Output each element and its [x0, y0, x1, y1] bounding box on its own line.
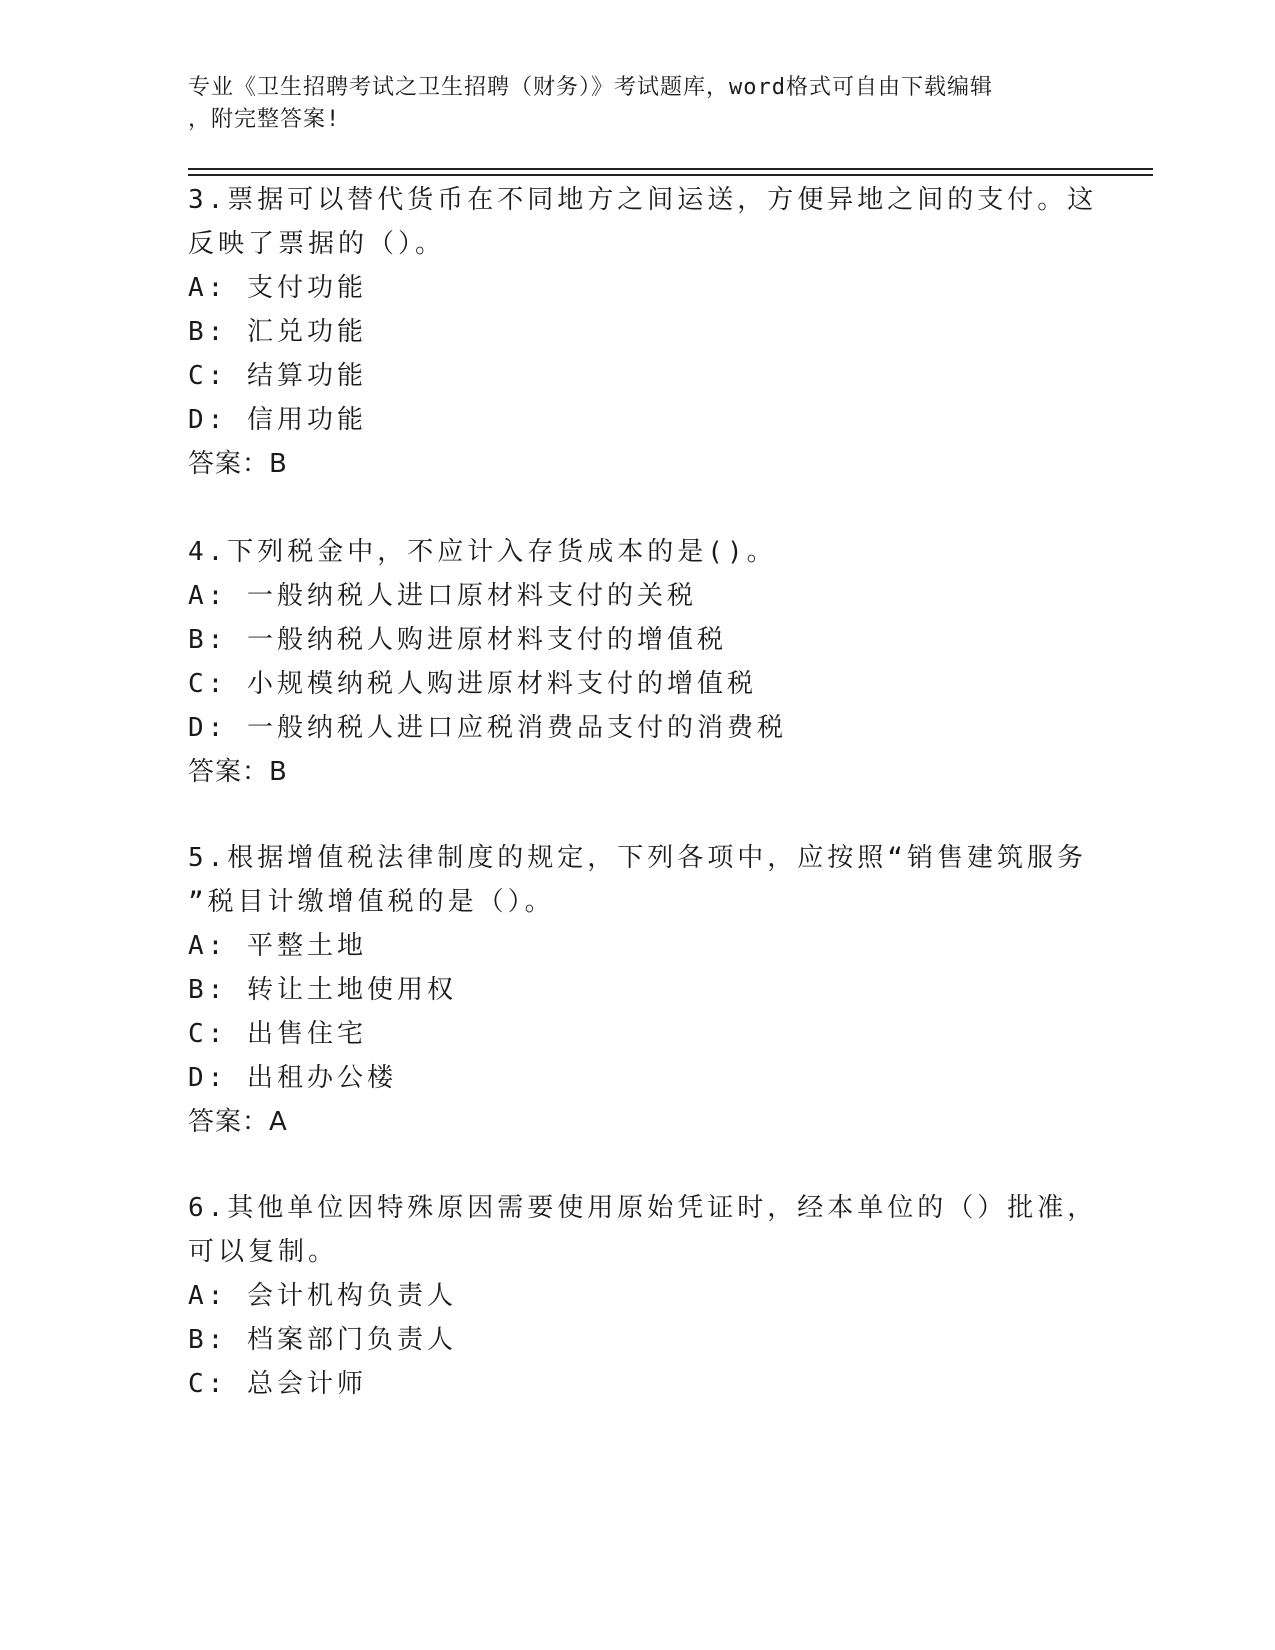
question-4-stem-line-1: 4.下列税金中，不应计入存货成本的是()。	[188, 537, 777, 567]
question-6-stem-line-2: 可以复制。	[188, 1237, 339, 1267]
question-4-option-b: B: 一般纳税人购进原材料支付的增值税	[188, 625, 727, 655]
question-3-answer: 答案：B	[188, 449, 288, 479]
question-5-stem-line-2: ”税目计缴增值税的是（）。	[188, 887, 555, 917]
question-6-stem-line-1: 6.其他单位因特殊原因需要使用原始凭证时，经本单位的（）批准，	[188, 1193, 1098, 1223]
document-header-line-2: ，附完整答案!	[188, 107, 341, 132]
question-5-option-b: B: 转让土地使用权	[188, 975, 457, 1005]
question-6-option-c: C: 总会计师	[188, 1369, 367, 1399]
question-3-option-c: C: 结算功能	[188, 361, 367, 391]
document-header-line-1: 专业《卫生招聘考试之卫生招聘（财务）》考试题库，word格式可自由下载编辑	[188, 75, 993, 100]
question-3-option-a: A: 支付功能	[188, 273, 367, 303]
question-5-answer: 答案：A	[188, 1107, 288, 1137]
question-3-option-d: D: 信用功能	[188, 405, 367, 435]
header-rule-bottom	[188, 174, 1153, 176]
question-3-option-b: B: 汇兑功能	[188, 317, 367, 347]
header-rule-top	[188, 168, 1153, 170]
question-4-option-d: D: 一般纳税人进口应税消费品支付的消费税	[188, 713, 787, 743]
question-6-option-a: A: 会计机构负责人	[188, 1281, 457, 1311]
question-4-option-c: C: 小规模纳税人购进原材料支付的增值税	[188, 669, 757, 699]
question-5-option-c: C: 出售住宅	[188, 1019, 367, 1049]
question-5-stem-line-1: 5.根据增值税法律制度的规定，下列各项中，应按照“销售建筑服务	[188, 843, 1087, 873]
question-3-stem-line-2: 反映了票据的（）。	[188, 229, 446, 259]
question-4-answer: 答案：B	[188, 757, 288, 787]
question-4-option-a: A: 一般纳税人进口原材料支付的关税	[188, 581, 697, 611]
question-6-option-b: B: 档案部门负责人	[188, 1325, 457, 1355]
question-3-stem-line-1: 3.票据可以替代货币在不同地方之间运送，方便异地之间的支付。这	[188, 185, 1098, 215]
question-5-option-a: A: 平整土地	[188, 931, 367, 961]
question-5-option-d: D: 出租办公楼	[188, 1063, 397, 1093]
